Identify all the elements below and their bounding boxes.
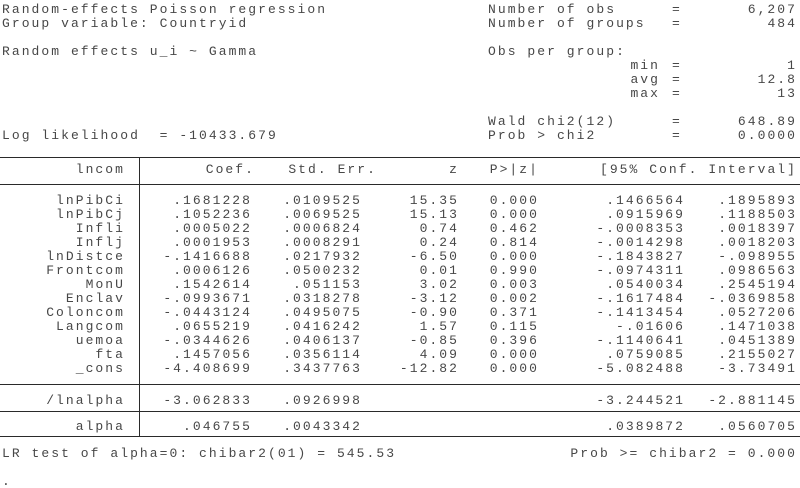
header-p: P>|z| [489, 162, 539, 177]
stat-caption: Obs per group: [488, 44, 626, 59]
row-variable: _cons [75, 361, 125, 376]
cell-coef: .046755 [183, 419, 252, 434]
cell-ci-high: -3.73491 [718, 361, 797, 376]
cell-ci-low: -5.082488 [596, 361, 685, 376]
stat-label: Number of obs [488, 2, 617, 17]
table-row [0, 395, 800, 409]
header-ci: [95% Conf. Interval] [599, 162, 797, 177]
cell-ci-low: .0915969 [606, 207, 685, 222]
cell-ci-low: .1466564 [606, 193, 685, 208]
group-variable-line: Group variable: Countryid [2, 16, 249, 31]
cell-z: 0.01 [419, 263, 459, 278]
cell-p: 0.462 [489, 221, 539, 236]
cell-ci-low: -3.244521 [596, 393, 685, 408]
cell-ci-high: .2545194 [718, 277, 797, 292]
cell-p: 0.000 [489, 207, 539, 222]
cell-ci-low: -.1413454 [596, 305, 685, 320]
cell-ci-high: .0986563 [718, 263, 797, 278]
stat-equals: = [672, 16, 682, 31]
cell-coef: .1457056 [173, 347, 252, 362]
cell-stderr: .0318278 [283, 291, 362, 306]
cell-coef: -.0993671 [163, 291, 252, 306]
row-variable: /lnalpha [46, 393, 125, 408]
cell-coef: -4.408699 [163, 361, 252, 376]
cell-z: -6.50 [409, 249, 459, 264]
cell-stderr: .0109525 [283, 193, 362, 208]
stat-label: Prob > chi2 [488, 128, 597, 143]
cell-coef: .1052236 [173, 207, 252, 222]
cell-stderr: .0500232 [283, 263, 362, 278]
cell-p: 0.000 [489, 347, 539, 362]
log-likelihood-line: Log likelihood = -10433.679 [2, 128, 278, 143]
row-variable: Infli [75, 221, 125, 236]
header-depvar: lncom [75, 162, 125, 177]
stat-equals: = [672, 114, 682, 129]
cell-z: -0.85 [409, 333, 459, 348]
row-variable: Inflj [75, 235, 125, 250]
cell-ci-low: -.0974311 [596, 263, 685, 278]
header-se: Std. Err. [288, 162, 377, 177]
cell-coef: .1681228 [173, 193, 252, 208]
table-header-row [0, 164, 800, 178]
cell-p: 0.115 [489, 319, 539, 334]
cell-ci-low: -.1617484 [596, 291, 685, 306]
row-variable: Enclav [65, 291, 125, 306]
cell-ci-low: -.0008353 [596, 221, 685, 236]
cell-stderr: .0217932 [283, 249, 362, 264]
cell-stderr: .0069525 [283, 207, 362, 222]
table-rule-below-header [0, 184, 800, 185]
cell-coef: .1542614 [173, 277, 252, 292]
cell-coef: -.1416688 [163, 249, 252, 264]
cell-ci-high: .0018203 [718, 235, 797, 250]
cell-p: 0.000 [489, 361, 539, 376]
cell-coef: .0005022 [173, 221, 252, 236]
cell-p: 0.814 [489, 235, 539, 250]
cell-coef: .0655219 [173, 319, 252, 334]
header-z: z [449, 162, 459, 177]
row-variable: alpha [75, 419, 125, 434]
cell-z: 15.13 [409, 207, 459, 222]
cell-ci-high: -2.881145 [708, 393, 797, 408]
row-variable: MonU [85, 277, 125, 292]
stat-label: Wald chi2(12) [488, 114, 617, 129]
random-effects-line: Random effects u_i ~ Gamma [2, 44, 259, 59]
cell-coef: -.0443124 [163, 305, 252, 320]
cell-z: 1.57 [419, 319, 459, 334]
cell-z: 3.02 [419, 277, 459, 292]
cell-stderr: .0006824 [283, 221, 362, 236]
cell-coef: .0001953 [173, 235, 252, 250]
regression-title: Random-effects Poisson regression [2, 2, 328, 17]
cell-stderr: .0926998 [283, 393, 362, 408]
cell-coef: -.0344626 [163, 333, 252, 348]
row-variable: lnPibCi [56, 193, 125, 208]
row-variable: Frontcom [46, 263, 125, 278]
stat-equals: = [672, 72, 682, 87]
row-variable: lnPibCj [56, 207, 125, 222]
stat-label: min [630, 58, 660, 73]
cell-ci-low: -.1140641 [596, 333, 685, 348]
stat-equals: = [672, 86, 682, 101]
stat-label: max [630, 86, 660, 101]
stat-label: Number of groups [488, 16, 646, 31]
cell-ci-high: .1895893 [718, 193, 797, 208]
stat-equals: = [672, 128, 682, 143]
cell-z: 0.24 [419, 235, 459, 250]
cell-stderr: .0406137 [283, 333, 362, 348]
cell-z: 4.09 [419, 347, 459, 362]
cell-ci-high: -.0369858 [708, 291, 797, 306]
cell-stderr: .3437763 [283, 361, 362, 376]
stat-label: avg [630, 72, 660, 87]
cell-stderr: .0356114 [283, 347, 362, 362]
header-stats [488, 4, 797, 144]
stat-row [488, 130, 797, 144]
cell-ci-low: .0759085 [606, 347, 685, 362]
cell-stderr: .0495075 [283, 305, 362, 320]
cell-ci-high: .0527206 [718, 305, 797, 320]
cell-stderr: .0416242 [283, 319, 362, 334]
header-coef: Coef. [205, 162, 255, 177]
stat-value: 12.8 [757, 72, 797, 87]
lr-test-prob: Prob >= chibar2 = 0.000 [570, 446, 797, 461]
row-variable: lnDistce [46, 249, 125, 264]
cell-ci-high: .0560705 [718, 419, 797, 434]
cell-ci-low: .0540034 [606, 277, 685, 292]
cell-p: 0.990 [489, 263, 539, 278]
cell-ci-high: .1188503 [718, 207, 797, 222]
cell-z: 15.35 [409, 193, 459, 208]
command-prompt: . [2, 474, 12, 488]
cell-coef: -3.062833 [163, 393, 252, 408]
cell-ci-high: .0451389 [718, 333, 797, 348]
cell-ci-low: .0389872 [606, 419, 685, 434]
row-variable: Langcom [56, 319, 125, 334]
cell-z: 0.74 [419, 221, 459, 236]
cell-stderr: .0043342 [283, 419, 362, 434]
cell-stderr: .0008291 [283, 235, 362, 250]
table-row [0, 421, 800, 435]
cell-ci-low: -.01606 [616, 319, 685, 334]
stat-value: 6,207 [747, 2, 797, 17]
stat-value: 1 [787, 58, 797, 73]
cell-z: -0.90 [409, 305, 459, 320]
cell-ci-low: -.1843827 [596, 249, 685, 264]
cell-p: 0.000 [489, 249, 539, 264]
cell-ci-low: -.0014298 [596, 235, 685, 250]
stat-row [488, 88, 797, 102]
cell-stderr: .051153 [293, 277, 362, 292]
cell-p: 0.396 [489, 333, 539, 348]
stat-value: 648.89 [737, 114, 797, 129]
lr-test-line: LR test of alpha=0: chibar2(01) = 545.53 [2, 446, 397, 461]
cell-p: 0.000 [489, 193, 539, 208]
stat-equals: = [672, 2, 682, 17]
stat-value: 13 [777, 86, 797, 101]
cell-coef: .0006126 [173, 263, 252, 278]
table-rule-bottom [0, 436, 800, 437]
table-row [0, 363, 800, 377]
cell-ci-high: .0018397 [718, 221, 797, 236]
row-variable: uemoa [75, 333, 125, 348]
cell-ci-high: .2155027 [718, 347, 797, 362]
stat-value: 484 [767, 16, 797, 31]
stat-value: 0.0000 [737, 128, 797, 143]
stat-row [488, 18, 797, 32]
stat-equals: = [672, 58, 682, 73]
cell-z: -3.12 [409, 291, 459, 306]
table-rule-top [0, 157, 800, 158]
cell-p: 0.002 [489, 291, 539, 306]
table-rule-below-lnalpha [0, 411, 800, 412]
row-variable: Coloncom [46, 305, 125, 320]
table-rule-below-coefs [0, 384, 800, 385]
row-variable: fta [95, 347, 125, 362]
cell-p: 0.003 [489, 277, 539, 292]
cell-ci-high: .1471038 [718, 319, 797, 334]
cell-z: -12.82 [399, 361, 459, 376]
cell-ci-high: -.098955 [718, 249, 797, 264]
cell-p: 0.371 [489, 305, 539, 320]
